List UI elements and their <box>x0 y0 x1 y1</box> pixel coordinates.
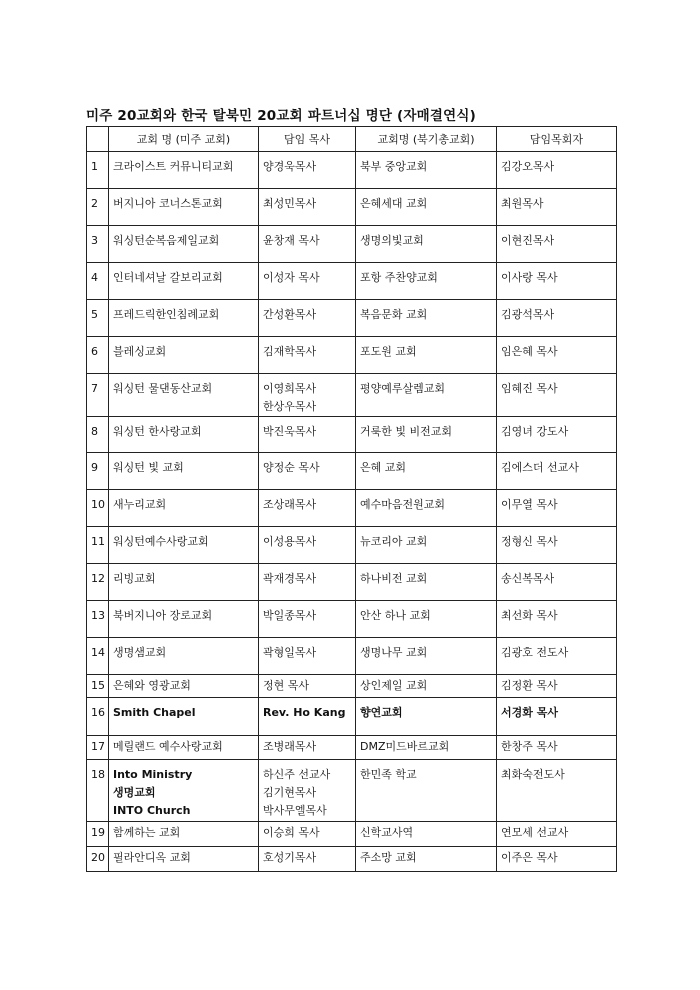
cell-line: 김에스더 선교사 <box>501 461 579 474</box>
table-row <box>87 527 617 564</box>
cell-line: 하나비전 교회 <box>360 572 428 585</box>
table-row <box>87 675 617 698</box>
us-church-cell <box>109 490 259 527</box>
cell-line: 김강오목사 <box>501 160 555 173</box>
row-number: 20 <box>87 847 109 872</box>
cell-line: 필라안디옥 교회 <box>113 851 191 864</box>
us-church-cell <box>109 527 259 564</box>
cell-line: 정형신 목사 <box>501 535 558 548</box>
cell-line: 최성민목사 <box>263 197 317 210</box>
kr-pastor-cell <box>497 675 617 698</box>
kr-church-cell <box>356 152 497 189</box>
row-number: 15 <box>87 675 109 698</box>
us-church-cell <box>109 417 259 453</box>
cell-line: 생명샘교회 <box>113 646 167 659</box>
us-church-cell <box>109 263 259 300</box>
cell-line: 김재학목사 <box>263 345 317 358</box>
cell-line: 북부 중앙교회 <box>360 160 428 173</box>
us-pastor-cell <box>259 527 356 564</box>
partnership-table <box>86 126 617 872</box>
cell-line: 양정순 목사 <box>263 461 320 474</box>
us-pastor-cell <box>259 564 356 601</box>
kr-pastor-cell <box>497 226 617 263</box>
row-number: 2 <box>87 189 109 226</box>
table-row <box>87 226 617 263</box>
cell-line: 곽형일목사 <box>263 646 317 659</box>
us-church-cell <box>109 453 259 490</box>
table-row <box>87 417 617 453</box>
cell-line: 조병래목사 <box>263 740 317 753</box>
us-pastor-cell <box>259 417 356 453</box>
cell-line: 이영희목사 <box>263 382 317 395</box>
kr-pastor-cell <box>497 847 617 872</box>
us-pastor-cell <box>259 337 356 374</box>
cell-line: 최선화 목사 <box>501 609 558 622</box>
cell-line: 이승희 목사 <box>263 826 320 839</box>
cell-line: DMZ미드바르교회 <box>360 740 450 753</box>
us-church-cell <box>109 374 259 417</box>
table-row <box>87 189 617 226</box>
table-row <box>87 736 617 760</box>
kr-church-cell <box>356 300 497 337</box>
kr-pastor-cell <box>497 601 617 638</box>
kr-church-cell <box>356 675 497 698</box>
cell-line: 복음문화 교회 <box>360 308 428 321</box>
cell-line: 워싱턴 빛 교회 <box>113 461 184 474</box>
kr-pastor-cell <box>497 760 617 822</box>
kr-church-cell <box>356 564 497 601</box>
cell-line: 임은혜 목사 <box>501 345 558 358</box>
kr-church-cell <box>356 374 497 417</box>
table-row <box>87 152 617 189</box>
cell-line: 박진욱목사 <box>263 425 317 438</box>
kr-pastor-cell <box>497 453 617 490</box>
cell-line: 한상우목사 <box>263 400 317 413</box>
cell-line: 거룩한 빛 비전교회 <box>360 425 453 438</box>
cell-line: 이무열 목사 <box>501 498 558 511</box>
cell-line: 임혜진 목사 <box>501 382 558 395</box>
table-row <box>87 638 617 675</box>
row-number: 11 <box>87 527 109 564</box>
cell-line: 인터네셔날 갈보리교회 <box>113 271 223 284</box>
cell-line: 서경화 목사 <box>501 706 558 719</box>
kr-pastor-cell <box>497 152 617 189</box>
us-pastor-cell <box>259 263 356 300</box>
cell-line: 워싱턴 한사랑교회 <box>113 425 202 438</box>
us-church-cell <box>109 300 259 337</box>
us-pastor-cell <box>259 453 356 490</box>
table-row <box>87 564 617 601</box>
cell-line: 곽재경목사 <box>263 572 317 585</box>
kr-pastor-cell <box>497 698 617 736</box>
cell-line: 리빙교회 <box>113 572 156 585</box>
cell-line: 윤창재 목사 <box>263 234 320 247</box>
cell-line: 이현진목사 <box>501 234 555 247</box>
cell-line: 뉴코리아 교회 <box>360 535 428 548</box>
kr-pastor-cell <box>497 189 617 226</box>
kr-pastor-cell <box>497 374 617 417</box>
us-pastor-cell <box>259 822 356 847</box>
cell-line: Rev. Ho Kang <box>263 706 346 719</box>
cell-line: 예수마음전원교회 <box>360 498 446 511</box>
cell-line: 이성자 목사 <box>263 271 320 284</box>
us-church-cell <box>109 847 259 872</box>
row-number: 17 <box>87 736 109 760</box>
row-number: 13 <box>87 601 109 638</box>
cell-line: 최화숙전도사 <box>501 768 565 781</box>
cell-line: 북버지니아 장로교회 <box>113 609 213 622</box>
kr-church-cell <box>356 847 497 872</box>
table-row <box>87 263 617 300</box>
us-pastor-cell <box>259 226 356 263</box>
us-church-cell <box>109 822 259 847</box>
header-kr-pastor: 담임목회자 <box>497 127 617 152</box>
kr-church-cell <box>356 601 497 638</box>
us-church-cell <box>109 760 259 822</box>
table-row <box>87 300 617 337</box>
cell-line: 주소망 교회 <box>360 851 417 864</box>
header-kr-church: 교회명 (북기총교회) <box>356 127 497 152</box>
table-row <box>87 760 617 822</box>
us-pastor-cell <box>259 736 356 760</box>
row-number: 19 <box>87 822 109 847</box>
cell-line: 정현 목사 <box>263 679 310 692</box>
row-number: 8 <box>87 417 109 453</box>
cell-line: 버지니아 코너스톤교회 <box>113 197 223 210</box>
cell-line: 상인제일 교회 <box>360 679 428 692</box>
kr-church-cell <box>356 638 497 675</box>
us-church-cell <box>109 337 259 374</box>
us-church-cell <box>109 226 259 263</box>
kr-pastor-cell <box>497 564 617 601</box>
kr-pastor-cell <box>497 300 617 337</box>
cell-line: 김기현목사 <box>263 786 317 799</box>
us-church-cell <box>109 698 259 736</box>
cell-line: 김광석목사 <box>501 308 555 321</box>
cell-line: 평양예루살렘교회 <box>360 382 446 395</box>
kr-pastor-cell <box>497 638 617 675</box>
header-us-church: 교회 명 (미주 교회) <box>109 127 259 152</box>
us-pastor-cell <box>259 698 356 736</box>
kr-church-cell <box>356 490 497 527</box>
cell-line: 간성환목사 <box>263 308 317 321</box>
cell-line: 양경욱목사 <box>263 160 317 173</box>
cell-line: 김정환 목사 <box>501 679 558 692</box>
kr-church-cell <box>356 736 497 760</box>
cell-line: 이주은 목사 <box>501 851 558 864</box>
kr-pastor-cell <box>497 417 617 453</box>
us-pastor-cell <box>259 300 356 337</box>
kr-pastor-cell <box>497 337 617 374</box>
cell-line: 안산 하나 교회 <box>360 609 431 622</box>
table-row <box>87 337 617 374</box>
kr-church-cell <box>356 698 497 736</box>
cell-line: 포항 주찬양교회 <box>360 271 438 284</box>
kr-church-cell <box>356 337 497 374</box>
cell-line: 김광호 전도사 <box>501 646 569 659</box>
row-number: 18 <box>87 760 109 822</box>
table-row <box>87 847 617 872</box>
document-title: 미주 20교회와 한국 탈북민 20교회 파트너십 명단 (자매결연식) <box>86 108 476 124</box>
kr-church-cell <box>356 417 497 453</box>
row-number: 9 <box>87 453 109 490</box>
cell-line: 은혜 교회 <box>360 461 407 474</box>
us-pastor-cell <box>259 374 356 417</box>
cell-line: 호성기목사 <box>263 851 317 864</box>
kr-church-cell <box>356 822 497 847</box>
us-pastor-cell <box>259 601 356 638</box>
us-pastor-cell <box>259 760 356 822</box>
cell-line: 함께하는 교회 <box>113 826 181 839</box>
cell-line: 신학교사역 <box>360 826 414 839</box>
cell-line: 최원목사 <box>501 197 544 210</box>
cell-line: 이사랑 목사 <box>501 271 558 284</box>
row-number: 3 <box>87 226 109 263</box>
table-row <box>87 601 617 638</box>
cell-line: 연모세 선교사 <box>501 826 569 839</box>
row-number: 6 <box>87 337 109 374</box>
cell-line: Into Ministry <box>113 768 193 781</box>
cell-line: 한민족 학교 <box>360 768 417 781</box>
kr-church-cell <box>356 189 497 226</box>
us-church-cell <box>109 601 259 638</box>
row-number: 1 <box>87 152 109 189</box>
cell-line: 하신주 선교사 <box>263 768 331 781</box>
kr-church-cell <box>356 453 497 490</box>
cell-line: 은혜세대 교회 <box>360 197 428 210</box>
header-number <box>87 127 109 152</box>
kr-pastor-cell <box>497 490 617 527</box>
us-church-cell <box>109 638 259 675</box>
kr-pastor-cell <box>497 263 617 300</box>
cell-line: 생명나무 교회 <box>360 646 428 659</box>
cell-line: 블레싱교회 <box>113 345 167 358</box>
row-number: 16 <box>87 698 109 736</box>
cell-line: 김영녀 강도사 <box>501 425 569 438</box>
us-pastor-cell <box>259 847 356 872</box>
us-church-cell <box>109 189 259 226</box>
cell-line: 워싱턴예수사랑교회 <box>113 535 209 548</box>
table-row <box>87 374 617 417</box>
us-pastor-cell <box>259 490 356 527</box>
row-number: 12 <box>87 564 109 601</box>
us-church-cell <box>109 152 259 189</box>
kr-church-cell <box>356 263 497 300</box>
table-row <box>87 453 617 490</box>
table-row <box>87 490 617 527</box>
us-church-cell <box>109 564 259 601</box>
kr-church-cell <box>356 226 497 263</box>
cell-line: 송신복목사 <box>501 572 555 585</box>
row-number: 7 <box>87 374 109 417</box>
kr-church-cell <box>356 760 497 822</box>
row-number: 10 <box>87 490 109 527</box>
cell-line: 이성용목사 <box>263 535 317 548</box>
row-number: 4 <box>87 263 109 300</box>
us-pastor-cell <box>259 189 356 226</box>
cell-line: 조상래목사 <box>263 498 317 511</box>
kr-pastor-cell <box>497 822 617 847</box>
table-body <box>87 152 617 872</box>
cell-line: 새누리교회 <box>113 498 167 511</box>
us-church-cell <box>109 736 259 760</box>
kr-church-cell <box>356 527 497 564</box>
row-number: 14 <box>87 638 109 675</box>
kr-pastor-cell <box>497 736 617 760</box>
us-pastor-cell <box>259 152 356 189</box>
cell-line: 한창주 목사 <box>501 740 558 753</box>
header-us-pastor: 담임 목사 <box>259 127 356 152</box>
cell-line: 워싱턴 물댄동산교회 <box>113 382 213 395</box>
us-church-cell <box>109 675 259 698</box>
cell-line: 박사무엘목사 <box>263 804 327 817</box>
kr-pastor-cell <box>497 527 617 564</box>
us-pastor-cell <box>259 675 356 698</box>
cell-line: 메릴랜드 예수사랑교회 <box>113 740 223 753</box>
cell-line: 프레드릭한인침례교회 <box>113 308 220 321</box>
cell-line: Smith Chapel <box>113 706 196 719</box>
cell-line: 포도원 교회 <box>360 345 417 358</box>
cell-line: 워싱턴순복음제일교회 <box>113 234 220 247</box>
us-pastor-cell <box>259 638 356 675</box>
table-row <box>87 822 617 847</box>
cell-line: 은혜와 영광교회 <box>113 679 191 692</box>
cell-line: INTO Church <box>113 804 191 817</box>
cell-line: 크라이스트 커뮤니티교회 <box>113 160 234 173</box>
table-row <box>87 698 617 736</box>
row-number: 5 <box>87 300 109 337</box>
cell-line: 향연교회 <box>360 706 403 719</box>
cell-line: 생명의빛교회 <box>360 234 424 247</box>
table-header-row <box>87 127 617 152</box>
cell-line: 박일종목사 <box>263 609 317 622</box>
cell-line: 생명교회 <box>113 786 156 799</box>
